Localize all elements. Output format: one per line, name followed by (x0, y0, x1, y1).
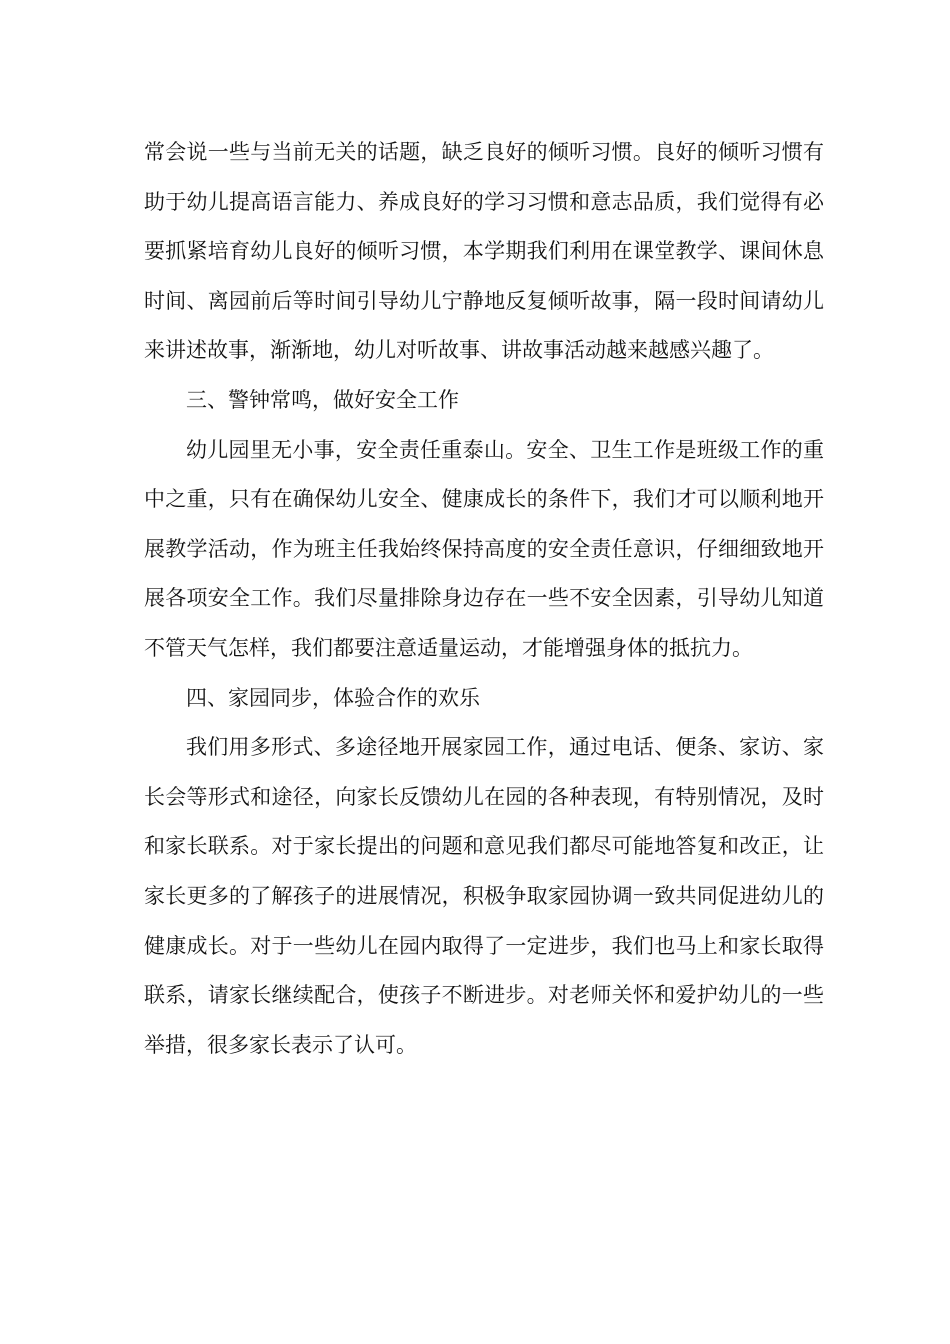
document-body (144, 128, 824, 1070)
paragraph-safety-work: 幼儿园里无小事，安全责任重泰山。安全、卫生工作是班级工作的重中之重，只有在确保幼儿安全、健康成长的条件下，我们才可以顺利地开展教学活动，作为班主任我始终保持高度的安全责任意识，仔细细致地开展各项安全工作。我们尽量排除身边存在一些不安全因素，引导幼儿知道不管天气怎样，我们都要注意适量运动，才能增强身体的抵抗力。 (144, 437, 824, 660)
paragraph-home-school-cooperation: 我们用多形式、多途径地开展家园工作，通过电话、便条、家访、家长会等形式和途径，向家长反馈幼儿在园的各种表现，有特别情况，及时和家长联系。对于家长提出的问题和意见我们都尽可能地答复和改正，让家长更多的了解孩子的进展情况，积极争取家园协调一致共同促进幼儿的健康成长。对于一些幼儿在园内取得了一定进步，我们也马上和家长取得联系，请家长继续配合，使孩子不断进步。对老师关怀和爱护幼儿的一些举措，很多家长表示了认可。 (144, 735, 824, 1057)
paragraph-listening-habits: 常会说一些与当前无关的话题，缺乏良好的倾听习惯。良好的倾听习惯有助于幼儿提高语言能力、养成良好的学习习惯和意志品质，我们觉得有必要抓紧培育幼儿良好的倾听习惯，本学期我们利用在课堂教学、课间休息时间、离园前后等时间引导幼儿宁静地反复倾听故事，隔一段时间请幼儿来讲述故事，渐渐地，幼儿对听故事、讲故事活动越来越感兴趣了。 (144, 140, 824, 363)
section-heading-safety: 三、警钟常鸣，做好安全工作 (186, 387, 459, 412)
section-heading-home-school: 四、家园同步，体验合作的欢乐 (186, 685, 480, 710)
